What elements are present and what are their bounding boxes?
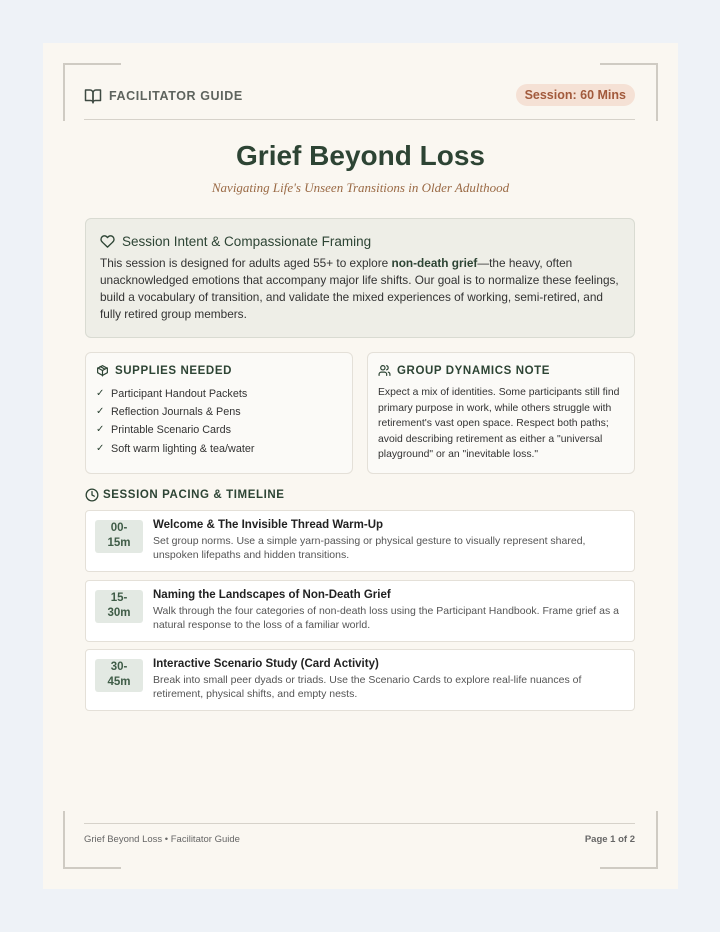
time-end: 30m [107, 607, 131, 619]
clock-icon [85, 488, 99, 502]
book-open-icon [84, 87, 102, 105]
supplies-heading [96, 364, 232, 377]
page-subtitle: Navigating Life's Unseen Transitions in Older Adulthood [211, 180, 510, 195]
guide-label-text: FACILITATOR GUIDE [109, 89, 243, 103]
slot-description: Set group norms. Use a simple yarn-passing or physical gesture to visually represent shared, unspoken lifepaths and hidden transitions. [153, 535, 586, 561]
supplies-heading-text: SUPPLIES NEEDED [115, 364, 232, 377]
guide-label [84, 87, 243, 105]
list-item [96, 421, 254, 439]
check-icon: ✓ [96, 424, 105, 436]
supplies-list [96, 385, 254, 458]
time-end: 15m [107, 537, 131, 549]
list-item [96, 385, 254, 403]
list-item [96, 403, 254, 421]
slot-title: Naming the Landscapes of Non-Death Grief [153, 589, 391, 601]
supply-item-label: Soft warm lighting & tea/water [111, 442, 255, 455]
time-end: 45m [107, 676, 131, 688]
footer-page-number: Page 1 of 2 [584, 834, 635, 845]
intent-text-after: —the heavy, often unacknowledged emotions that accompany major life shifts. Our goal is to normalize these feelings, build a vocabulary of transition, and validate the mixed experiences of working, semi-retired, and fully retired group members. [100, 256, 619, 321]
dynamics-body: Expect a mix of identities. Some participants still find primary purpose in work, while others struggle with retirement's vast open space. Respect both paths; avoid describing retirement as either a "universal playground" or an "inevitable loss." [378, 387, 620, 460]
session-duration-badge: Session: 60 Mins [516, 84, 635, 106]
supply-item-label: Reflection Journals & Pens [111, 406, 241, 419]
time-range-badge [95, 659, 143, 692]
timeline-slot [85, 649, 635, 711]
time-range-badge [95, 520, 143, 553]
slot-title: Welcome & The Invisible Thread Warm-Up [153, 519, 384, 531]
page-title: Grief Beyond Loss [236, 140, 485, 171]
slot-description: Walk through the four categories of non-death loss using the Participant Handbook. Frame grief as a natural response to the loss of a familiar world. [153, 605, 619, 631]
check-icon: ✓ [96, 442, 105, 454]
intent-heading [100, 234, 371, 249]
dynamics-heading [378, 364, 550, 377]
timeline-slot [85, 580, 635, 642]
document-page [43, 43, 678, 889]
page-footer [84, 823, 635, 848]
page-header [84, 81, 635, 120]
list-item [96, 440, 254, 458]
intent-heading-text: Session Intent & Compassionate Framing [122, 234, 372, 249]
check-icon: ✓ [96, 406, 105, 418]
package-icon [96, 364, 109, 377]
timeline-heading-text: SESSION PACING & TIMELINE [103, 489, 285, 501]
time-start: 30- [110, 661, 128, 673]
heart-icon [100, 234, 115, 249]
users-icon [378, 364, 391, 377]
check-icon: ✓ [96, 388, 105, 399]
intent-text-before: This session is designed for adults aged 55+ to explore [100, 256, 392, 270]
timeline-slot [85, 510, 635, 572]
session-intent-box [85, 218, 635, 338]
intent-emphasis: non-death grief [391, 256, 478, 270]
intent-body [100, 255, 620, 323]
footer-document-name: Grief Beyond Loss • Facilitator Guide [84, 834, 240, 845]
dynamics-heading-text: GROUP DYNAMICS NOTE [397, 364, 551, 377]
supply-item-label: Participant Handout Packets [111, 388, 248, 400]
slot-description: Break into small peer dyads or triads. Use the Scenario Cards to explore real-life nuances of retirement, physical shifts, and empty nests. [153, 674, 582, 700]
slot-title: Interactive Scenario Study (Card Activity) [153, 658, 379, 670]
time-start: 00- [110, 522, 128, 534]
group-dynamics-card [367, 352, 635, 474]
time-range-badge [95, 590, 143, 623]
supplies-card [85, 352, 353, 474]
supply-item-label: Printable Scenario Cards [111, 424, 232, 437]
timeline-heading [85, 488, 285, 502]
time-start: 15- [110, 592, 128, 604]
